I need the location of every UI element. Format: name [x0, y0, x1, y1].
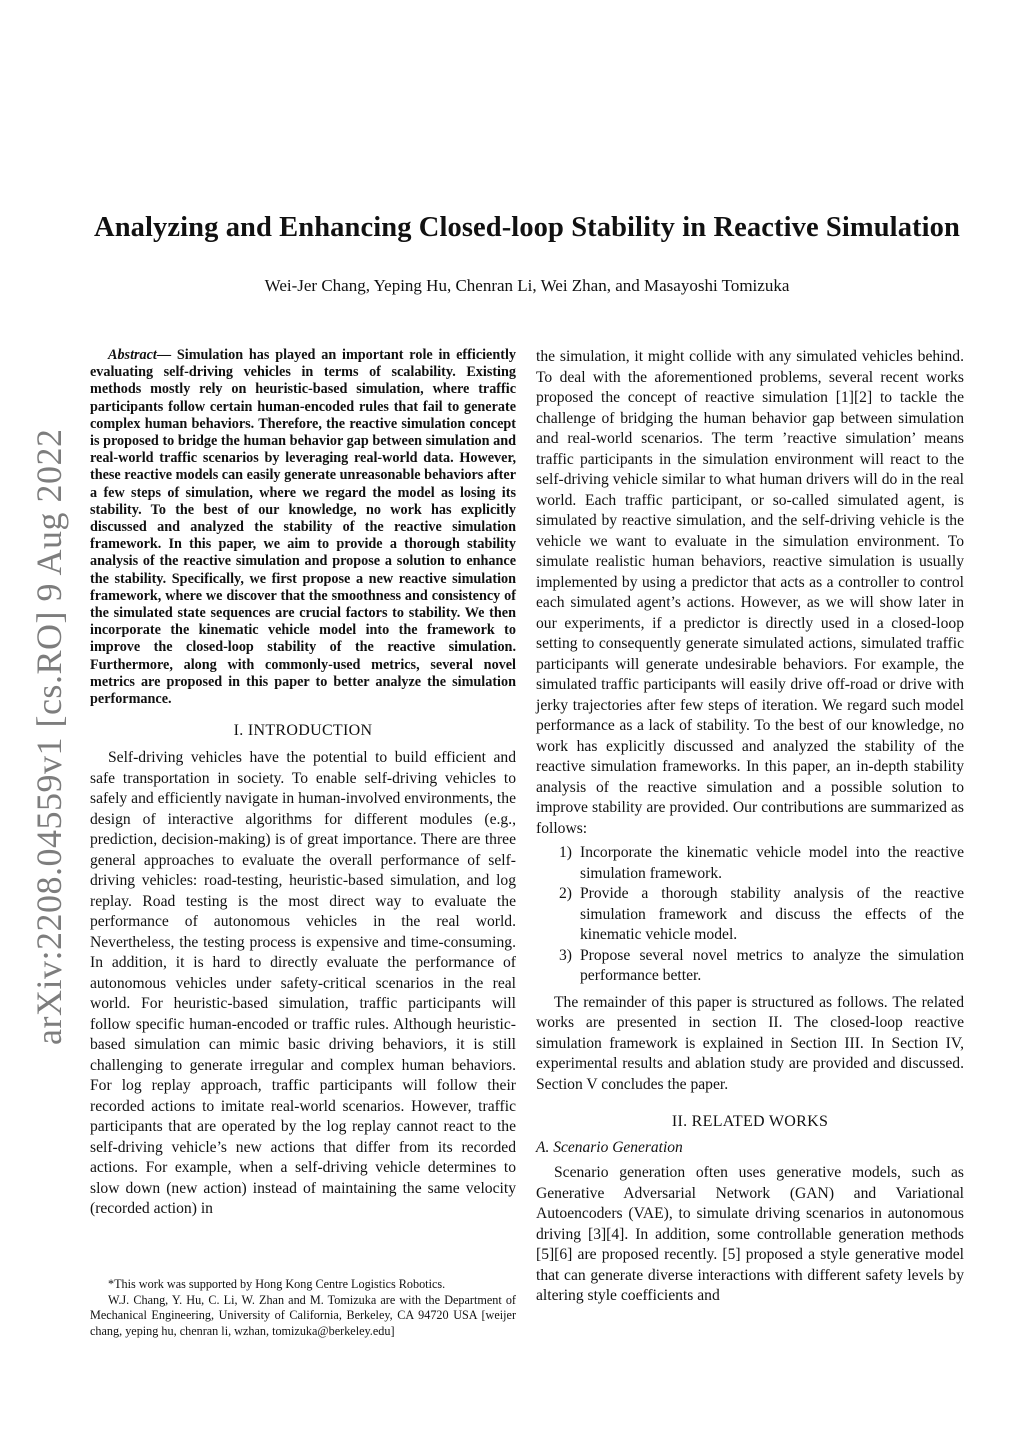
list-item-text: Incorporate the kinematic vehicle model into the reactive simulation framework. [580, 844, 964, 882]
left-column [90, 347, 516, 1220]
list-item-text: Propose several novel metrics to analyze the simulation performance better. [580, 946, 964, 984]
list-item [536, 946, 964, 987]
section-heading-related-works: II. RELATED WORKS [671, 1113, 829, 1130]
intro-paragraph-1: Self-driving vehicles have the potential to build efficient and safe transportation in society. To enable self-driving vehicles to safely and efficiently navigate in human-involved environments, the design of interactive algorithms for different modules (e.g., prediction, decision-making) is of great importance. There are three general approaches to evaluate the overall performance of self-driving vehicles: road-testing, heuristic-based simulation, and log replay. Road testing is the most direct way to evaluate the performance of autonomous vehicles in the real world. Nevertheless, the testing process is expensive and time-consuming. In addition, it is hard to directly evaluate the performance of autonomous vehicles under safety-critical scenarios in the real world. For heuristic-based simulation, traffic participants will follow specific human-encoded or traffic rules. Although heuristic-based simulation can mimic basic driving behaviors, it is still challenging to generate irregular and complex human behaviors. For log replay approach, traffic participants will follow their recorded actions to imitate real-world scenarios. However, traffic participants that are operated by the log replay cannot react to the self-driving vehicle’s new actions that differ from its recorded actions. For example, when a self-driving vehicle determines to slow down (new action) instead of maintaining the same velocity (recorded action) in [90, 749, 516, 1218]
section-heading-introduction: I. INTRODUCTION [233, 722, 373, 740]
abstract-dash: — [156, 347, 177, 363]
footnote [90, 1277, 516, 1339]
list-item-number: 1) [559, 844, 572, 861]
footnote-funding: *This work was supported by Hong Kong Centre Logistics Robotics. [108, 1277, 446, 1291]
intro-paragraph-2: The remainder of this paper is structured as follows. The related works are presented in section II. The closed-loop reactive simulation framework is explained in Section III. In Section IV, experimental results and ablation study are provided and discussed. Section V concludes the paper. [536, 993, 964, 1093]
paper-authors: Wei-Jer Chang, Yeping Hu, Chenran Li, Wei Zhan, and Masayoshi Tomizuka [264, 276, 790, 295]
arxiv-stamp[interactable]: arXiv:2208.04559v1 [cs.RO] 9 Aug 2022 [29, 428, 69, 1045]
subsection-heading-scenario-generation: A. Scenario Generation [536, 1139, 683, 1156]
intro-paragraph-1-continued: the simulation, it might collide with any simulated vehicles behind. To deal with the aforementioned problems, several recent works proposed the concept of reactive simulation [1][2] to tackle the challenge of bridging the human behavior gap between simulation and real-world scenarios. The term ’reactive simulation’ means traffic participants in the simulation environment will react to the self-driving vehicle similar to what human drivers will do in the real world. Each traffic participant, or so-called simulated agent, is simulated by reactive simulation, and the self-driving vehicle is the vehicle we want to evaluate in the simulation environment. To simulate realistic human behaviors, reactive simulation is usually implemented by using a predictor that acts as a controller to control each simulated agent’s actions. However, as we will show later in our experiments, if a predictor is directly used in a closed-loop setting to consequently generate simulated actions, simulated traffic participants will generate undesirable behaviors. For example, the simulated traffic participants will easily drive off-road or drive with jerky trajectories after few steps of iteration. We regard such model performance as a lack of stability. To the best of our knowledge, no work has explicitly discussed and analyzed the stability of the reactive simulation frameworks. In this paper, an in-depth stability analysis of the reactive simulation and a possible solution to improve stability are provided. Our contributions are summarized as follows: [536, 348, 964, 837]
abstract-lead: Abstract [108, 347, 157, 363]
abstract-text: Simulation has played an important role in efficiently evaluating self-driving vehicles in terms of scalability. Existing methods mostly rely on heuristic-based simulation, where traffic participants follow certain human-encoded rules that fail to generate complex human behaviors. Therefore, the reactive simulation concept is proposed to bridge the human behavior gap between simulation and real-world traffic scenarios by leveraging real-world data. However, these reactive models can easily generate unreasonable behaviors after a few steps of simulation, where we regard the model as losing its stability. To the best of our knowledge, no work has explicitly discussed and analyzed the stability of the reactive simulation framework. In this paper, we aim to provide a thorough stability analysis of the reactive simulation and propose a solution to enhance the stability. Specifically, we first propose a new reactive simulation framework, where we discover that the smoothness and consistency of the simulated state sequences are crucial factors to stability. We then incorporate the kinematic vehicle model into the framework to improve the closed-loop stability of the reactive simulation. Furthermore, along with commonly-used metrics, several novel metrics are proposed in this paper to better analyze the simulation performance. [90, 347, 516, 708]
footnote-affiliation: W.J. Chang, Y. Hu, C. Li, W. Zhan and M. Tomizuka are with the Department of Mechanical Engineering, University of California, Berkeley, CA 94720 USA [weijer chang, yeping hu, chenran li, wzhan, tomizuka@berkeley.edu] [90, 1292, 516, 1338]
list-item [536, 884, 964, 946]
related-paragraph-1: Scenario generation often uses generative models, such as Generative Adversarial Network (GAN) and Variational Autoencoders (VAE), to simulate driving scenarios in autonomous driving [3][4]. In addition, some controllable generation methods [5][6] are proposed recently. [5] proposed a style generative model that can generate diverse interactions with different safety levels by altering style coefficients and [536, 1164, 964, 1304]
right-column [536, 347, 964, 1307]
list-item-text: Provide a thorough stability analysis of the reactive simulation framework and discuss the effects of the kinematic vehicle model. [580, 885, 964, 943]
abstract [90, 347, 516, 708]
list-item-number: 3) [559, 946, 572, 964]
contributions-list [536, 843, 964, 987]
list-item-number: 2) [559, 885, 572, 902]
paper-title: Analyzing and Enhancing Closed-loop Stability in Reactive Simulation [94, 212, 960, 243]
list-item [536, 843, 964, 884]
